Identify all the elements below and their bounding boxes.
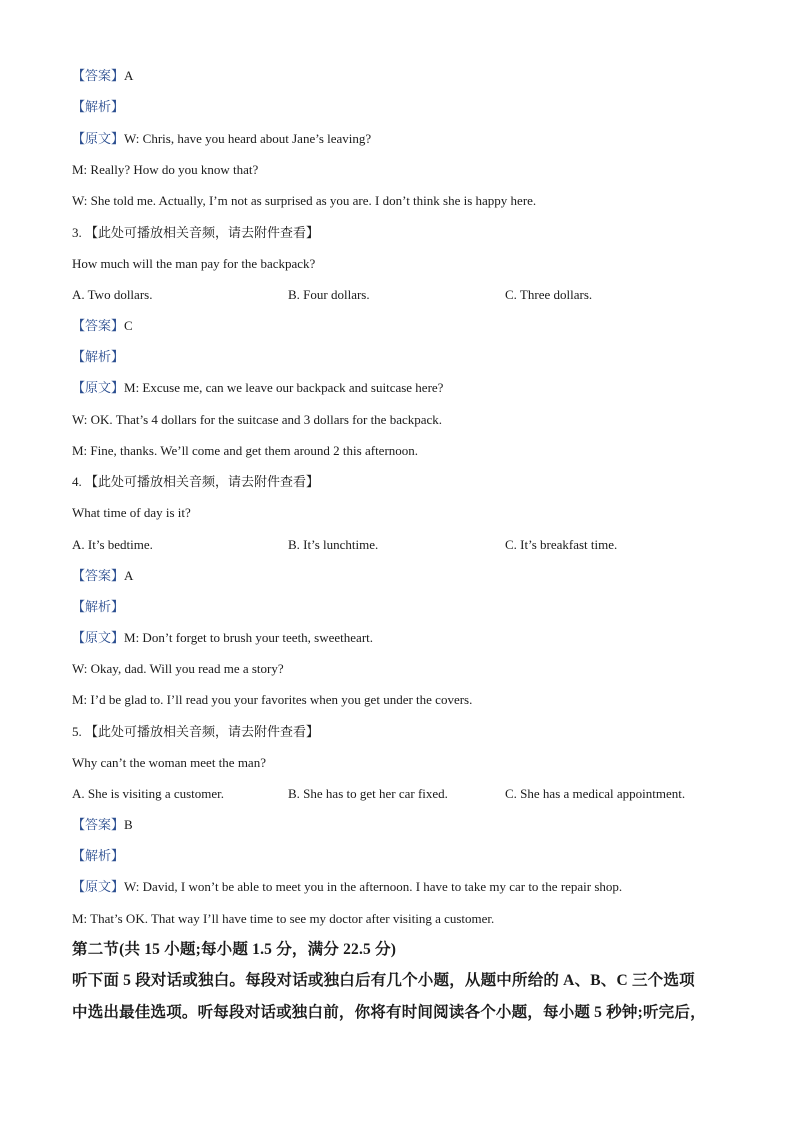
analysis-tag: 【解析】: [72, 99, 125, 114]
option-b: B. She has to get her car fixed.: [288, 786, 448, 801]
option-b: B. Four dollars.: [288, 287, 370, 302]
answer-line: [72, 568, 133, 584]
answer-value: C: [124, 318, 133, 333]
section-title: 第二节(共 15 小题;每小题 1.5 分，满分 22.5 分): [72, 941, 397, 958]
question-text: Why can’t the woman meet the man?: [72, 755, 266, 770]
transcript-line: M: That’s OK. That way I’ll have time to see my doctor after visiting a customer.: [72, 911, 495, 926]
transcript-line: M: Fine, thanks. We’ll come and get them around 2 this afternoon.: [72, 443, 419, 458]
answer-value: B: [124, 817, 133, 832]
answer-value: A: [124, 68, 134, 83]
transcript-line: [72, 380, 443, 396]
question-heading: 3. 【此处可播放相关音频，请去附件查看】: [72, 225, 320, 240]
option-b: B. It’s lunchtime.: [288, 537, 379, 552]
analysis-tag: 【解析】: [72, 848, 125, 863]
script-tag: 【原文】: [72, 630, 125, 645]
analysis-line: [72, 349, 124, 365]
answer-line: [72, 68, 133, 84]
transcript-text: W: Chris, have you heard about Jane’s leaving?: [124, 131, 372, 146]
analysis-tag: 【解析】: [72, 599, 125, 614]
question-text: What time of day is it?: [72, 505, 191, 520]
question-text: How much will the man pay for the backpack?: [72, 256, 316, 271]
answer-tag: 【答案】: [72, 817, 125, 832]
transcript-line: W: Okay, dad. Will you read me a story?: [72, 661, 284, 676]
transcript-line: W: She told me. Actually, I’m not as surprised as you are. I don’t think she is happy here.: [72, 193, 537, 208]
analysis-line: [72, 99, 124, 115]
answer-line: [72, 318, 133, 334]
transcript-text: M: Don’t forget to brush your teeth, sweetheart.: [124, 630, 374, 645]
transcript-text: M: Excuse me, can we leave our backpack and suitcase here?: [124, 380, 444, 395]
option-c: C. She has a medical appointment.: [505, 786, 686, 801]
option-a: A. It’s bedtime.: [72, 537, 153, 552]
option-c: C. Three dollars.: [505, 287, 593, 302]
option-c: C. It’s breakfast time.: [505, 537, 618, 552]
transcript-line: [72, 879, 622, 895]
transcript-text: W: David, I won’t be able to meet you in the afternoon. I have to take my car to the repair shop.: [124, 879, 623, 894]
section-instructions: 听下面 5 段对话或独白。每段对话或独白后有几个小题，从题中所给的 A、B、C 三个选项: [72, 972, 695, 989]
transcript-line: [72, 630, 373, 646]
answer-value: A: [124, 568, 134, 583]
script-tag: 【原文】: [72, 380, 125, 395]
question-heading: 5. 【此处可播放相关音频，请去附件查看】: [72, 724, 320, 739]
answer-tag: 【答案】: [72, 568, 125, 583]
answer-tag: 【答案】: [72, 68, 125, 83]
analysis-line: [72, 848, 124, 864]
option-a: A. Two dollars.: [72, 287, 153, 302]
transcript-line: M: Really? How do you know that?: [72, 162, 259, 177]
option-a: A. She is visiting a customer.: [72, 786, 225, 801]
section-instructions: 中选出最佳选项。听每段对话或独白前，你将有时间阅读各个小题，每小题 5 秒钟;听完后，: [72, 1004, 706, 1021]
answer-tag: 【答案】: [72, 318, 125, 333]
transcript-line: W: OK. That’s 4 dollars for the suitcase and 3 dollars for the backpack.: [72, 412, 443, 427]
question-heading: 4. 【此处可播放相关音频，请去附件查看】: [72, 474, 320, 489]
script-tag: 【原文】: [72, 879, 125, 894]
transcript-line: [72, 131, 371, 147]
transcript-line: M: I’d be glad to. I’ll read you your favorites when you get under the covers.: [72, 692, 473, 707]
analysis-tag: 【解析】: [72, 349, 125, 364]
script-tag: 【原文】: [72, 131, 125, 146]
analysis-line: [72, 599, 124, 615]
answer-line: [72, 817, 133, 833]
